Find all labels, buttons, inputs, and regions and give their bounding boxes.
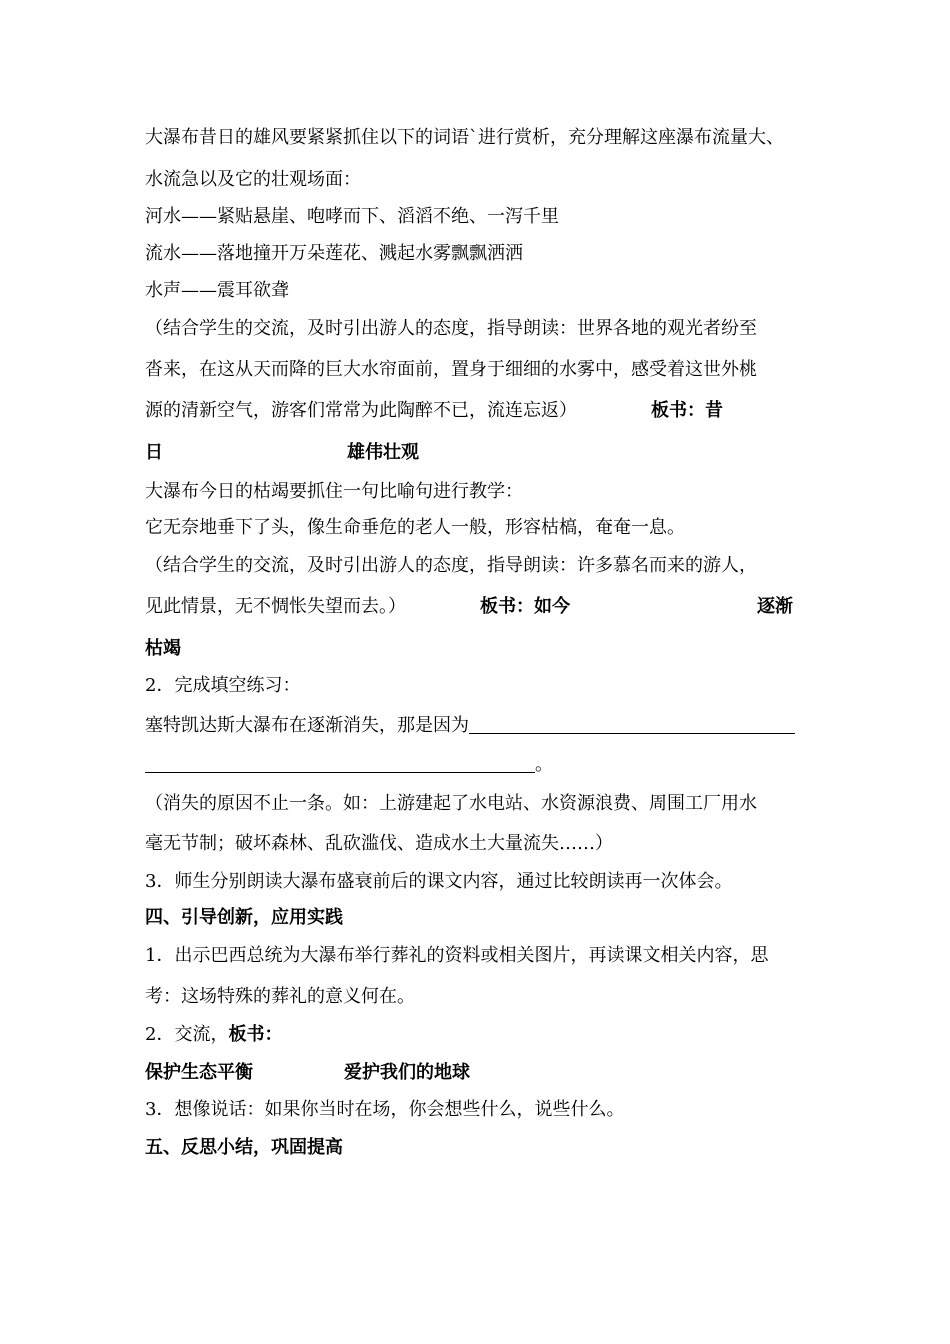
fill-blank-line	[145, 714, 795, 738]
fill-blank-line	[145, 753, 553, 777]
board-note: 板书：昔	[651, 400, 723, 421]
text-line: 水声——震耳欲聋	[145, 280, 289, 301]
text-line: 河水——紧贴悬崖、咆哮而下、滔滔不绝、一泻千里	[145, 206, 559, 227]
text-line: 它无奈地垂下了头，像生命垂危的老人一般，形容枯槁，奄奄一息。	[145, 517, 685, 538]
text-line: 毫无节制；破坏森林、乱砍滥伐、造成水土大量流失……）	[145, 833, 613, 854]
text-line	[145, 1023, 282, 1047]
text-line: 1．出示巴西总统为大瀑布举行葬礼的资料或相关图片，再读课文相关内容，思	[145, 945, 769, 966]
text-line: 水流急以及它的壮观场面：	[145, 169, 361, 190]
text-line: 大瀑布昔日的雄风要紧紧抓住以下的词语`进行赏析，充分理解这座瀑布流量大、	[145, 127, 784, 148]
text-line: 3．师生分别朗读大瀑布盛衰前后的课文内容，通过比较朗读再一次体会。	[145, 871, 733, 892]
text-line: 见此情景，无不惆怅失望而去。）	[145, 596, 406, 617]
section-heading: 四、引导创新，应用实践	[145, 907, 343, 928]
board-note: 逐渐	[757, 596, 793, 617]
board-note: 枯竭	[145, 638, 181, 659]
text-line: 2．完成填空练习：	[145, 675, 301, 696]
text-line: 大瀑布今日的枯竭要抓住一句比喻句进行教学：	[145, 481, 523, 502]
fill-blank-end: 。	[535, 754, 553, 775]
text-line: 考：这场特殊的葬礼的意义何在。	[145, 986, 415, 1007]
board-note: 板书：如今	[480, 596, 570, 617]
board-note: 板书：	[228, 1024, 283, 1045]
text-line: （结合学生的交流，及时引出游人的态度，指导朗读：许多慕名而来的游人，	[145, 555, 757, 576]
section-heading: 五、反思小结，巩固提高	[145, 1137, 343, 1158]
text-line: 沓来，在这从天而降的巨大水帘面前，置身于细细的水雾中，感受着这世外桃	[145, 359, 757, 380]
text-line: （结合学生的交流，及时引出游人的态度，指导朗读：世界各地的观光者纷至	[145, 318, 757, 339]
fill-blank-underline	[469, 715, 795, 734]
text-span: 2．交流，	[145, 1024, 229, 1045]
fill-blank-underline	[145, 754, 535, 773]
board-note: 爱护我们的地球	[344, 1062, 470, 1083]
text-line: （消失的原因不止一条。如：上游建起了水电站、水资源浪费、周围工厂用水	[145, 793, 757, 814]
text-line: 3．想像说话：如果你当时在场，你会想些什么，说些什么。	[145, 1099, 625, 1120]
fill-blank-prompt: 塞特凯达斯大瀑布在逐渐消失，那是因为	[145, 715, 469, 736]
text-line: 源的清新空气，游客们常常为此陶醉不已，流连忘返）	[145, 400, 577, 421]
board-note: 雄伟壮观	[347, 442, 419, 463]
board-note: 日	[145, 442, 163, 463]
board-note: 保护生态平衡	[145, 1062, 253, 1083]
text-line: 流水——落地撞开万朵莲花、溅起水雾飘飘洒洒	[145, 243, 523, 264]
